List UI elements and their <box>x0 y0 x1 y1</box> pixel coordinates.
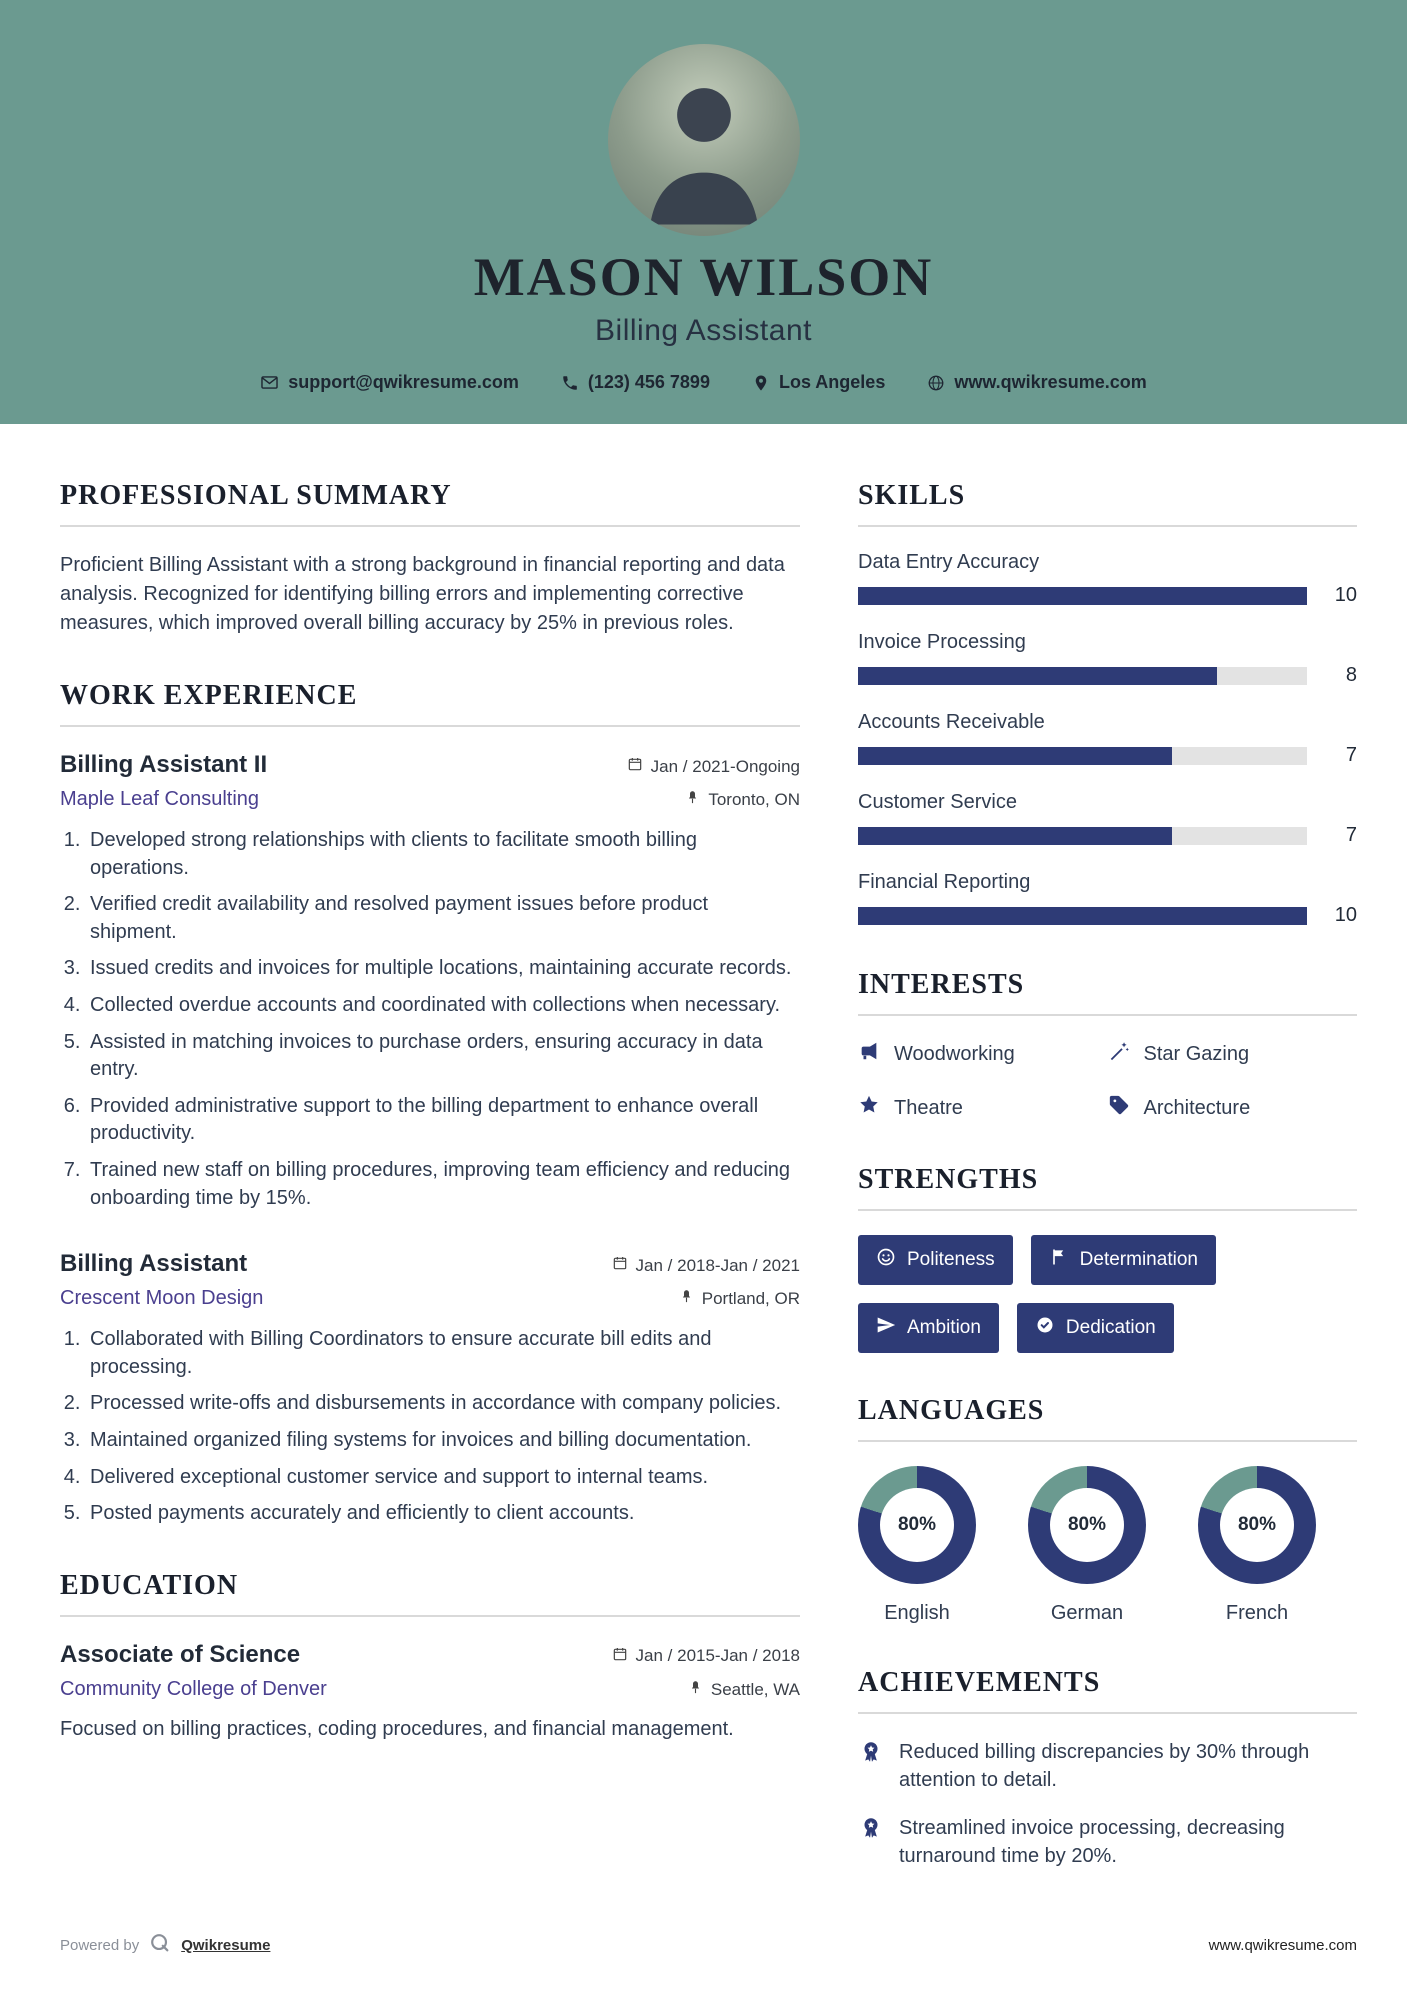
job-header <box>60 751 800 811</box>
email-icon <box>260 373 279 392</box>
profile-photo <box>608 44 800 236</box>
strength-label: Ambition <box>907 1317 981 1338</box>
calendar-icon <box>627 756 643 777</box>
section-strengths <box>858 1164 1357 1353</box>
achievement-text: Reduced billing discrepancies by 30% through attention to detail. <box>899 1741 1310 1791</box>
experience-bullet: 2. Processed write-offs and disbursements in accordance with company policies. <box>86 1390 800 1418</box>
dedication-check-icon <box>1035 1315 1055 1341</box>
skill-score: 10 <box>1334 584 1357 606</box>
determination-flag-icon <box>1049 1247 1069 1273</box>
skill-bar-fill <box>858 667 1217 685</box>
header <box>0 0 1407 424</box>
contact-website-text: www.qwikresume.com <box>954 372 1147 392</box>
summary-text: Proficient Billing Assistant with a strong background in financial reporting and data analysis. Recognized for identifying billing errors and implementing corrective measures, which improved overall billing accuracy by 25% in previous roles. <box>60 554 785 634</box>
interest-item <box>1108 1094 1358 1122</box>
pushpin-icon <box>685 790 700 810</box>
candidate-name: MASON WILSON <box>473 247 934 307</box>
interest-label: Architecture <box>1143 1096 1251 1119</box>
skill-score: 7 <box>1345 744 1357 766</box>
job-dates <box>612 1255 800 1276</box>
achievement-item <box>858 1738 1357 1794</box>
job-dates-text: Jan / 2018-Jan / 2021 <box>635 1255 800 1275</box>
contact-location <box>752 372 885 393</box>
work-experience-heading: WORK EXPERIENCE <box>60 680 800 727</box>
languages-heading: LANGUAGES <box>858 1395 1357 1442</box>
skill-bar-track <box>858 827 1307 845</box>
section-achievements <box>858 1667 1357 1870</box>
education-dates <box>612 1646 800 1667</box>
strength-label: Politeness <box>907 1249 995 1270</box>
contact-location-text: Los Angeles <box>778 372 886 392</box>
language-item <box>1028 1466 1146 1625</box>
strength-badge <box>1017 1303 1174 1353</box>
skill-bar-track <box>858 747 1307 765</box>
job-entry <box>60 1250 800 1528</box>
experience-bullet: 5. Assisted in matching invoices to purchase orders, ensuring accuracy in data entry. <box>86 1029 800 1084</box>
language-donut-chart <box>1028 1466 1146 1584</box>
strength-label: Dedication <box>1065 1317 1156 1338</box>
skill-bar-fill <box>858 827 1172 845</box>
strength-badge <box>1031 1235 1216 1285</box>
language-percent: 80% <box>1067 1514 1107 1535</box>
section-professional-summary <box>60 480 800 638</box>
skill-item <box>858 711 1357 767</box>
interest-item <box>858 1040 1108 1068</box>
contact-row <box>260 372 1146 393</box>
job-bullet-list <box>86 827 800 1212</box>
contact-website[interactable] <box>927 372 1146 393</box>
strength-label: Determination <box>1079 1249 1198 1270</box>
globe-icon <box>927 374 945 392</box>
skill-bar-track <box>858 667 1307 685</box>
section-work-experience <box>60 680 800 1528</box>
skill-name: Accounts Receivable <box>858 711 1045 733</box>
powered-by <box>60 1932 270 1958</box>
skill-bar-track <box>858 907 1307 925</box>
achievements-heading: ACHIEVEMENTS <box>858 1667 1357 1714</box>
job-location-text: Toronto, ON <box>708 790 800 809</box>
skill-name: Financial Reporting <box>858 871 1031 893</box>
section-education <box>60 1570 800 1744</box>
experience-bullet: 6. Provided administrative support to the billing department to enhance overall productivity. <box>86 1093 800 1148</box>
experience-bullet: 3. Issued credits and invoices for multiple locations, maintaining accurate records. <box>86 955 800 983</box>
language-percent: 80% <box>1237 1514 1277 1535</box>
job-dates-text: Jan / 2021-Ongoing <box>650 756 800 776</box>
education-dates-text: Jan / 2015-Jan / 2018 <box>635 1646 800 1666</box>
strength-badge <box>858 1235 1013 1285</box>
experience-bullet: 3. Maintained organized filing systems for invoices and billing documentation. <box>86 1427 800 1455</box>
contact-phone-text: (123) 456 7899 <box>587 372 710 392</box>
education-header <box>60 1641 800 1701</box>
ambition-rocket-icon <box>876 1315 896 1341</box>
politeness-smiley-icon <box>876 1247 896 1273</box>
calendar-icon <box>612 1255 628 1276</box>
powered-by-label: Powered by <box>60 1936 140 1954</box>
content <box>0 424 1407 1912</box>
job-title: Billing Assistant II <box>60 751 268 778</box>
job-location <box>685 790 800 810</box>
architecture-icon <box>1108 1094 1130 1122</box>
skill-score: 10 <box>1334 904 1357 926</box>
section-languages <box>858 1395 1357 1625</box>
experience-bullet: 1. Developed strong relationships with clients to facilitate smooth billing operations. <box>86 827 800 882</box>
language-name: German <box>1050 1602 1124 1624</box>
achievement-item <box>858 1814 1357 1870</box>
skill-bar-fill <box>858 747 1172 765</box>
interests-heading: INTERESTS <box>858 969 1357 1016</box>
language-item <box>1198 1466 1316 1625</box>
job-location <box>679 1289 800 1309</box>
language-percent: 80% <box>897 1514 937 1535</box>
skill-item <box>858 631 1357 687</box>
section-interests <box>858 969 1357 1122</box>
experience-bullet: 1. Collaborated with Billing Coordinators to ensure accurate bill edits and processing. <box>86 1326 800 1381</box>
star-gazing-icon <box>1108 1040 1130 1068</box>
education-heading: EDUCATION <box>60 1570 800 1617</box>
pushpin-icon <box>688 1680 703 1700</box>
language-donut-chart <box>858 1466 976 1584</box>
summary-heading: PROFESSIONAL SUMMARY <box>60 480 800 527</box>
interest-item <box>858 1094 1108 1122</box>
footer <box>60 1932 1357 1958</box>
interest-item <box>1108 1040 1358 1068</box>
achievement-text: Streamlined invoice processing, decreasing turnaround time by 20%. <box>899 1817 1285 1867</box>
theatre-icon <box>858 1094 880 1122</box>
strength-badge <box>858 1303 999 1353</box>
skill-score: 7 <box>1345 824 1357 846</box>
strengths-heading: STRENGTHS <box>858 1164 1357 1211</box>
job-company: Maple Leaf Consulting <box>60 788 260 810</box>
qwikresume-brand-link[interactable]: Qwikresume <box>181 1936 271 1954</box>
job-entry <box>60 751 800 1212</box>
job-dates <box>627 756 800 777</box>
skill-bar-fill <box>858 907 1307 925</box>
experience-bullet: 4. Delivered exceptional customer service and support to internal teams. <box>86 1464 800 1492</box>
job-company: Crescent Moon Design <box>60 1287 264 1310</box>
language-name: French <box>1225 1602 1289 1624</box>
location-pin-icon <box>752 374 770 392</box>
language-item <box>858 1466 976 1625</box>
left-column <box>60 480 800 1912</box>
skill-item <box>858 791 1357 847</box>
experience-bullet: 7. Trained new staff on billing procedures, improving team efficiency and reducing onboarding time by 15%. <box>86 1157 800 1212</box>
education-description: Focused on billing practices, coding procedures, and financial management. <box>60 1717 734 1740</box>
skill-item <box>858 871 1357 927</box>
right-column <box>858 480 1357 1912</box>
education-location-text: Seattle, WA <box>710 1679 800 1699</box>
qwikresume-logo <box>149 1932 171 1958</box>
skill-name: Customer Service <box>858 791 1017 813</box>
job-location-text: Portland, OR <box>701 1289 800 1309</box>
experience-bullet: 5. Posted payments accurately and efficiently to client accounts. <box>86 1500 800 1528</box>
education-location <box>688 1680 800 1700</box>
skill-score: 8 <box>1345 664 1357 686</box>
calendar-icon <box>612 1646 628 1667</box>
experience-bullet: 2. Verified credit availability and resolved payment issues before product shipment. <box>86 891 800 946</box>
skill-bar-track <box>858 587 1307 605</box>
skill-name: Data Entry Accuracy <box>858 551 1040 573</box>
skill-name: Invoice Processing <box>858 631 1026 653</box>
candidate-title: Billing Assistant <box>595 314 812 347</box>
interest-label: Star Gazing <box>1143 1042 1250 1065</box>
phone-icon <box>561 374 579 392</box>
achievement-medal-icon <box>858 1814 884 1870</box>
education-entry <box>60 1641 800 1744</box>
pushpin-icon <box>679 1289 694 1309</box>
achievement-medal-icon <box>858 1738 884 1794</box>
job-title: Billing Assistant <box>60 1250 248 1278</box>
contact-phone <box>561 372 710 393</box>
skills-heading: SKILLS <box>858 480 1357 527</box>
job-bullet-list <box>86 1326 800 1528</box>
interest-label: Theatre <box>894 1096 963 1119</box>
woodworking-icon <box>858 1040 880 1068</box>
skill-bar-fill <box>858 587 1307 605</box>
profile-photo-placeholder <box>608 44 800 236</box>
school-name: Community College of Denver <box>60 1677 327 1700</box>
experience-bullet: 4. Collected overdue accounts and coordinated with collections when necessary. <box>86 992 800 1020</box>
job-header <box>60 1250 800 1310</box>
degree-title: Associate of Science <box>60 1640 301 1668</box>
language-name: English <box>884 1602 950 1624</box>
skill-item <box>858 551 1357 607</box>
footer-website[interactable]: www.qwikresume.com <box>1208 1936 1357 1954</box>
section-skills <box>858 480 1357 927</box>
interest-label: Woodworking <box>894 1042 1015 1065</box>
contact-email[interactable] <box>260 372 519 393</box>
contact-email-text: support@qwikresume.com <box>288 372 519 392</box>
language-donut-chart <box>1198 1466 1316 1584</box>
